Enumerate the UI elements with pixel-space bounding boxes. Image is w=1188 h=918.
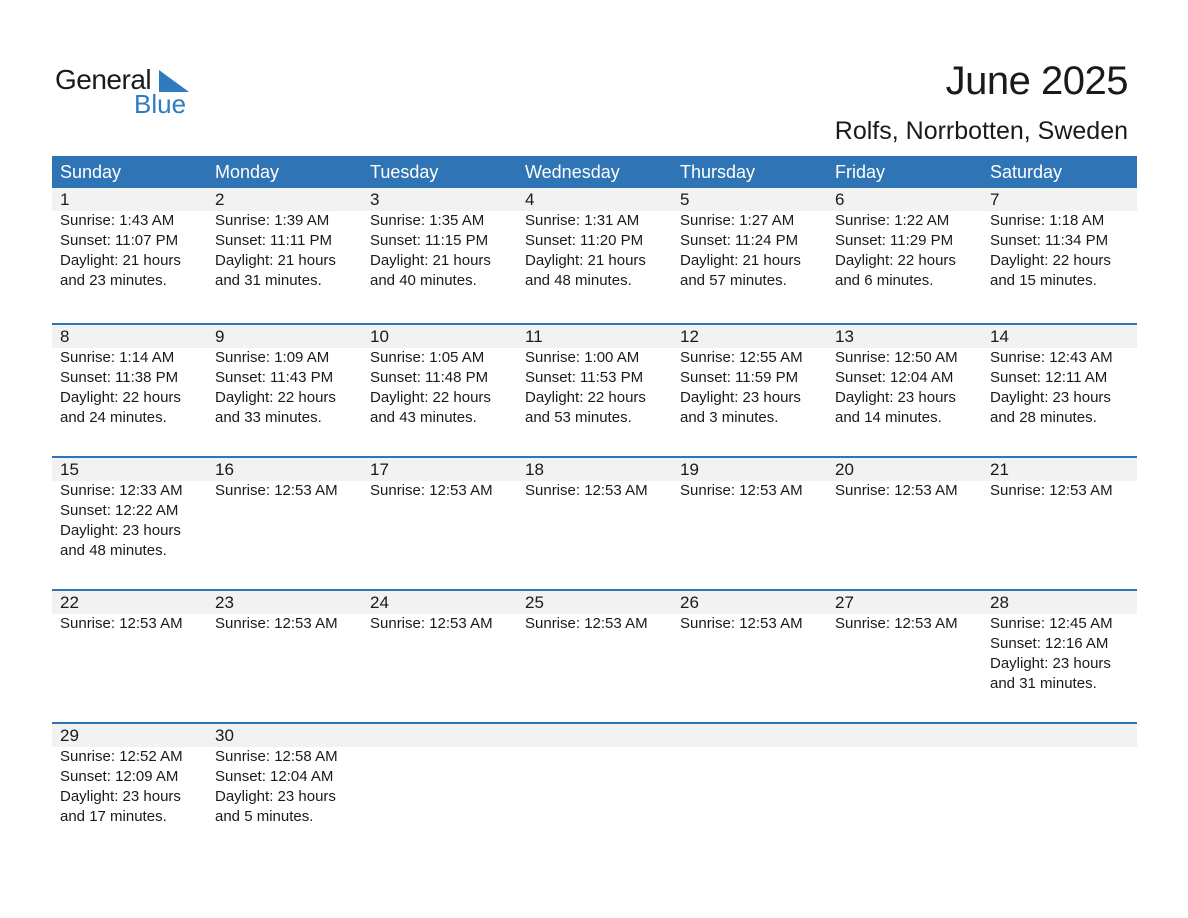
day-info-line: Sunrise: 1:31 AM	[525, 212, 640, 229]
weekday-wednesday: Wednesday	[525, 162, 620, 182]
week-row	[52, 456, 1137, 589]
day-number: 27	[835, 593, 854, 612]
day-info-line: Sunrise: 1:18 AM	[990, 212, 1105, 229]
logo-text-blue: Blue	[134, 89, 187, 119]
day-info-line: Sunrise: 12:53 AM	[370, 615, 493, 632]
day-info-line: and 57 minutes.	[680, 272, 787, 289]
day-cell	[517, 188, 672, 291]
day-info-line: Sunrise: 12:53 AM	[835, 482, 958, 499]
day-cell	[362, 458, 517, 561]
day-info-line: Sunset: 12:22 AM	[60, 502, 179, 519]
day-info-line: Daylight: 22 hours	[835, 252, 956, 269]
day-cell	[362, 724, 517, 827]
day-number: 11	[525, 327, 543, 346]
page-title: June 2025	[945, 59, 1128, 103]
day-info-line: and 15 minutes.	[990, 272, 1097, 289]
day-cell	[827, 591, 982, 694]
day-number: 30	[215, 726, 234, 745]
weekday-tuesday: Tuesday	[370, 162, 439, 182]
day-info-line: and 17 minutes.	[60, 808, 167, 825]
day-info-line: Sunrise: 12:53 AM	[525, 615, 648, 632]
weekday-sunday: Sunday	[60, 162, 122, 182]
day-info-line: and 43 minutes.	[370, 409, 477, 426]
day-cell	[827, 724, 982, 827]
calendar-weeks	[52, 188, 1137, 855]
day-info-line: Sunset: 11:34 PM	[990, 232, 1109, 249]
day-number: 10	[370, 327, 389, 346]
day-number: 26	[680, 593, 699, 612]
weekday-friday: Friday	[835, 162, 886, 182]
day-info-line: Sunset: 11:15 PM	[370, 232, 489, 249]
day-info-line: Sunrise: 12:33 AM	[60, 482, 183, 499]
logo-text-general: General	[55, 64, 152, 95]
day-cell	[982, 724, 1137, 827]
weekday-monday: Monday	[215, 162, 280, 182]
day-info-line: and 48 minutes.	[60, 542, 167, 559]
week-row	[52, 188, 1137, 323]
day-info-line: Daylight: 21 hours	[60, 252, 181, 269]
day-info-line: Sunset: 11:07 PM	[60, 232, 179, 249]
day-cell	[982, 188, 1137, 291]
day-info-line: and 24 minutes.	[60, 409, 167, 426]
day-cell	[827, 188, 982, 291]
day-cell	[207, 724, 362, 827]
day-number: 22	[60, 593, 79, 612]
day-number: 25	[525, 593, 544, 612]
day-number	[680, 724, 827, 747]
day-number: 21	[990, 460, 1009, 479]
day-cell	[827, 458, 982, 561]
day-info-line: Sunrise: 12:53 AM	[215, 615, 338, 632]
day-info-line: and 14 minutes.	[835, 409, 942, 426]
day-info-line: Sunset: 11:48 PM	[370, 369, 489, 386]
day-cell	[362, 188, 517, 291]
day-cell	[362, 325, 517, 428]
day-info-line: Sunrise: 12:53 AM	[680, 615, 803, 632]
day-info-line: Daylight: 23 hours	[680, 389, 801, 406]
day-info-line: and 40 minutes.	[370, 272, 477, 289]
calendar-grid	[52, 156, 1137, 855]
week-row	[52, 722, 1137, 855]
day-number: 18	[525, 460, 544, 479]
day-number: 2	[215, 190, 225, 209]
day-cell	[52, 458, 207, 561]
day-info-line: Sunrise: 12:53 AM	[215, 482, 338, 499]
day-number: 24	[370, 593, 389, 612]
weekday-header	[52, 156, 1137, 188]
day-cell	[672, 591, 827, 694]
day-info-line: Sunset: 11:43 PM	[215, 369, 334, 386]
day-number: 14	[990, 327, 1009, 346]
day-info-line: Sunrise: 12:53 AM	[680, 482, 803, 499]
day-cell	[517, 458, 672, 561]
day-info-line: Sunrise: 1:27 AM	[680, 212, 795, 229]
day-info-line: Daylight: 21 hours	[525, 252, 646, 269]
day-info-line: and 3 minutes.	[680, 409, 779, 426]
day-number: 4	[525, 190, 535, 209]
day-cell	[517, 724, 672, 827]
day-info-line: Sunrise: 1:43 AM	[60, 212, 175, 229]
day-number: 12	[680, 327, 699, 346]
day-info-line: Sunrise: 1:05 AM	[370, 349, 485, 366]
day-info-line: Daylight: 22 hours	[990, 252, 1111, 269]
day-info-line: Sunrise: 1:14 AM	[60, 349, 175, 366]
day-info-line: and 28 minutes.	[990, 409, 1097, 426]
weekday-saturday: Saturday	[990, 162, 1063, 182]
day-number: 6	[835, 190, 845, 209]
day-info-line: Sunset: 11:29 PM	[835, 232, 954, 249]
day-info-line: Sunset: 12:16 AM	[990, 635, 1109, 652]
day-info-line: Daylight: 23 hours	[215, 788, 336, 805]
day-info-line: and 5 minutes.	[215, 808, 314, 825]
day-number: 16	[215, 460, 234, 479]
day-info-line: Daylight: 23 hours	[835, 389, 956, 406]
day-info-line: Sunset: 11:59 PM	[680, 369, 799, 386]
day-info-line: and 31 minutes.	[215, 272, 322, 289]
day-info-line: Daylight: 22 hours	[370, 389, 491, 406]
day-number: 19	[680, 460, 699, 479]
day-info-line: Daylight: 22 hours	[525, 389, 646, 406]
day-cell	[207, 591, 362, 694]
day-info-line: Sunrise: 12:58 AM	[215, 748, 338, 765]
day-info-line: Sunset: 12:04 AM	[215, 768, 334, 785]
day-info-line: and 6 minutes.	[835, 272, 934, 289]
day-info-line: and 48 minutes.	[525, 272, 632, 289]
day-number: 7	[990, 190, 1000, 209]
day-number	[835, 724, 982, 747]
week-row	[52, 323, 1137, 456]
day-number	[990, 724, 1137, 747]
day-info-line: and 23 minutes.	[60, 272, 167, 289]
day-info-line: and 33 minutes.	[215, 409, 322, 426]
day-info-line: Sunrise: 12:55 AM	[680, 349, 803, 366]
week-row	[52, 589, 1137, 722]
day-cell	[362, 591, 517, 694]
day-cell	[52, 591, 207, 694]
day-number: 23	[215, 593, 234, 612]
day-info-line: Sunset: 12:11 AM	[990, 369, 1108, 386]
day-info-line: Sunset: 11:24 PM	[680, 232, 799, 249]
day-number: 28	[990, 593, 1009, 612]
location-subtitle: Rolfs, Norrbotten, Sweden	[834, 117, 1128, 145]
day-number: 3	[370, 190, 380, 209]
day-info-line: Daylight: 21 hours	[215, 252, 336, 269]
day-info-line: Sunrise: 12:45 AM	[990, 615, 1113, 632]
day-number: 5	[680, 190, 690, 209]
day-cell	[207, 188, 362, 291]
day-cell	[672, 325, 827, 428]
day-info-line: Sunset: 11:38 PM	[60, 369, 179, 386]
day-info-line: Sunset: 11:11 PM	[215, 232, 333, 249]
day-number: 13	[835, 327, 854, 346]
day-info-line: Sunrise: 12:53 AM	[60, 615, 183, 632]
day-info-line: Sunrise: 12:53 AM	[835, 615, 958, 632]
day-cell	[827, 325, 982, 428]
day-info-line: Sunset: 12:09 AM	[60, 768, 179, 785]
day-cell	[982, 458, 1137, 561]
day-number: 15	[60, 460, 79, 479]
day-info-line: Daylight: 21 hours	[370, 252, 491, 269]
day-number	[370, 724, 517, 747]
day-info-line: Sunrise: 12:43 AM	[990, 349, 1113, 366]
day-number: 29	[60, 726, 79, 745]
day-info-line: Sunrise: 12:53 AM	[370, 482, 493, 499]
day-cell	[207, 325, 362, 428]
day-info-line: Sunset: 12:04 AM	[835, 369, 954, 386]
day-info-line: Daylight: 22 hours	[60, 389, 181, 406]
day-info-line: Daylight: 23 hours	[990, 655, 1111, 672]
day-cell	[672, 188, 827, 291]
day-info-line: Sunset: 11:53 PM	[525, 369, 644, 386]
day-info-line: Daylight: 23 hours	[60, 788, 181, 805]
day-info-line: Sunrise: 1:22 AM	[835, 212, 950, 229]
day-info-line: Sunrise: 12:53 AM	[525, 482, 648, 499]
day-cell	[517, 325, 672, 428]
day-number: 8	[60, 327, 70, 346]
day-info-line: and 53 minutes.	[525, 409, 632, 426]
day-info-line: Sunset: 11:20 PM	[525, 232, 644, 249]
day-cell	[982, 591, 1137, 694]
day-number: 1	[60, 190, 70, 209]
day-number: 17	[370, 460, 389, 479]
day-cell	[672, 724, 827, 827]
day-info-line: Sunrise: 1:39 AM	[215, 212, 330, 229]
day-cell	[207, 458, 362, 561]
day-cell	[517, 591, 672, 694]
day-info-line: Daylight: 21 hours	[680, 252, 801, 269]
day-number	[525, 724, 672, 747]
day-info-line: Sunrise: 12:52 AM	[60, 748, 183, 765]
day-cell	[52, 724, 207, 827]
day-cell	[982, 325, 1137, 428]
day-cell	[52, 325, 207, 428]
day-number: 20	[835, 460, 854, 479]
day-info-line: Sunrise: 1:09 AM	[215, 349, 330, 366]
weekday-thursday: Thursday	[680, 162, 756, 182]
day-cell	[672, 458, 827, 561]
day-info-line: Sunrise: 12:53 AM	[990, 482, 1113, 499]
day-info-line: and 31 minutes.	[990, 675, 1097, 692]
day-cell	[52, 188, 207, 291]
day-number: 9	[215, 327, 225, 346]
generalblue-logo	[55, 62, 205, 122]
day-info-line: Sunrise: 1:35 AM	[370, 212, 485, 229]
day-info-line: Daylight: 23 hours	[990, 389, 1111, 406]
day-info-line: Sunrise: 1:00 AM	[525, 349, 640, 366]
day-info-line: Sunrise: 12:50 AM	[835, 349, 958, 366]
day-info-line: Daylight: 22 hours	[215, 389, 336, 406]
day-info-line: Daylight: 23 hours	[60, 522, 181, 539]
